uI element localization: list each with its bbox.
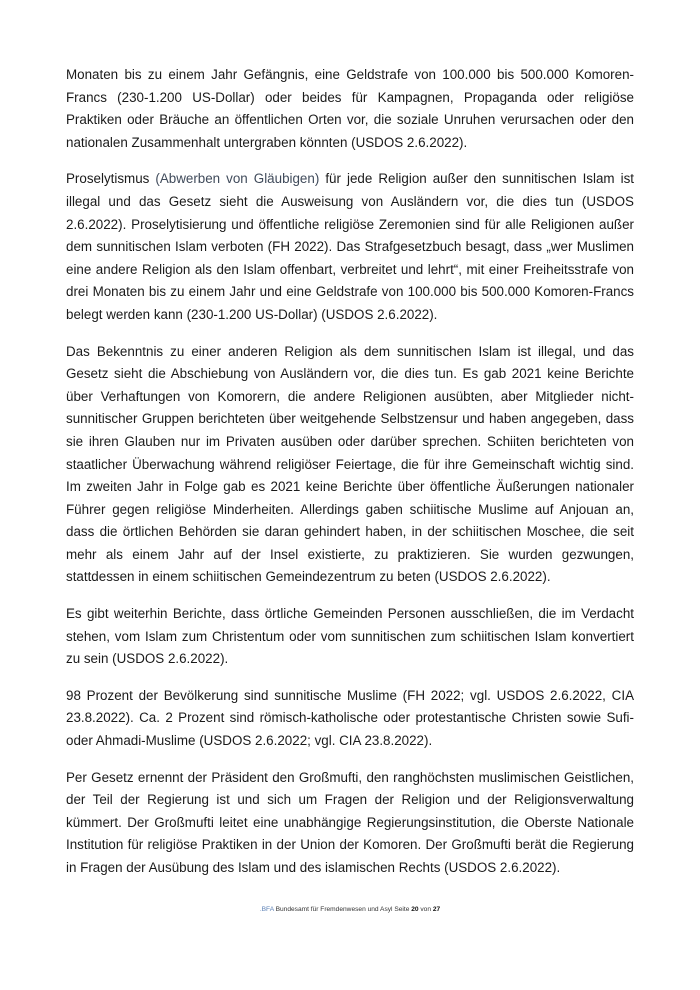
- document-body: [66, 64, 634, 894]
- paragraph-grand-mufti: Per Gesetz ernennt der Präsident den Großmufti, den ranghöchsten muslimischen Geistlichen, der Teil der Regierung ist und sich um Fragen der Religion und der Religionsverwaltung kümmert. Der Großmufti leitet eine unabhängige Regierungsinstitution, die Oberste Nationale Institution für religiöse Praktiken in der Union der Komoren. Der Großmufti berät die Regierung in Fragen der Ausübung des Islam und des islamischen Rechts (USDOS 2.6.2022).: [66, 769, 634, 875]
- page-number-total: 27: [432, 906, 441, 913]
- proselytism-definition: (Abwerben von Gläubigen): [155, 171, 320, 187]
- proselytism-lead: Proselytismus: [66, 171, 156, 187]
- proselytism-rest: für jede Religion außer den sunnitischen Islam ist illegal und das Gesetz sieht die Ausweisung von Ausländern vor, die dies tun (USDOS 2.6.2022). Proselytisierung und öffentliche religiöse Zeremonien sind für alle Religionen außer dem sunnitischen Islam verboten (FH 2022). Das Strafgesetzbuch besagt, dass „wer Muslimen eine andere Religion als den Islam offenbart, verbreitet und lehrt“, mit einer Freiheitsstrafe von drei Monaten bis zu einem Jahr und eine Geldstrafe von 100.000 bis 500.000 Komoren-Francs belegt werden kann (230-1.200 US-Dollar) (USDOS 2.6.2022).: [66, 171, 634, 322]
- footer-org: Bundesamt für Fremdenwesen und Asyl Seite: [273, 906, 412, 913]
- paragraph-proselytism: [66, 168, 634, 326]
- bfa-logo: .BFA: [259, 906, 274, 913]
- page-number-current: 20: [411, 906, 419, 913]
- paragraph-confession: Das Bekenntnis zu einer anderen Religion als dem sunnitischen Islam ist illegal, und das Gesetz sieht die Abschiebung von Ausländern vor, die dies tun. Es gab 2021 keine Berichte über Verhaftungen von Komorern, die andere Religionen ausübten, aber Mitglieder nicht-sunnitischer Gruppen berichteten über weitgehende Selbstzensur und haben angegeben, dass sie ihren Glauben nur im Privaten ausüben oder darüber sprechen. Schiiten berichteten von staatlicher Überwachung während religiöser Feiertage, die für ihre Gemeinschaft wichtig sind. Im zweiten Jahr in Folge gab es 2021 keine Berichte über öffentliche Äußerungen nationaler Führer gegen religiöse Minderheiten. Allerdings gaben schiitische Muslime auf Anjouan an, dass die örtlichen Behörden sie daran gehindert haben, in der schiitischen Moschee, die seit mehr als einem Jahr auf der Insel existierte, zu praktizieren. Sie wurden gezwungen, stattdessen in einem schiitischen Gemeindezentrum zu beten (USDOS 2.6.2022).: [66, 343, 634, 585]
- paragraph-exclusion: Es gibt weiterhin Berichte, dass örtliche Gemeinden Personen ausschließen, die im Verdacht stehen, vom Islam zum Christentum oder vom sunnitischen zum schiitischen Islam konvertiert zu sein (USDOS 2.6.2022).: [66, 606, 634, 667]
- paragraph-demographics: 98 Prozent der Bevölkerung sind sunnitische Muslime (FH 2022; vgl. USDOS 2.6.2022, CIA 23.8.2022). Ca. 2 Prozent sind römisch-katholische oder protestantische Christen sowie Sufi- oder Ahmadi-Muslime (USDOS 2.6.2022; vgl. CIA 23.8.2022).: [66, 687, 634, 749]
- paragraph-penalties: Monaten bis zu einem Jahr Gefängnis, eine Geldstrafe von 100.000 bis 500.000 Komoren-Francs (230-1.200 US-Dollar) oder beides für Kampagnen, Propaganda oder religiöse Praktiken oder Bräuche an öffentlichen Orten vor, die soziale Unruhen verursachen oder den nationalen Zusammenhalt untergraben könnten (USDOS 2.6.2022).: [66, 67, 634, 150]
- page-footer: [0, 906, 700, 913]
- footer-page-sep: von: [418, 906, 433, 913]
